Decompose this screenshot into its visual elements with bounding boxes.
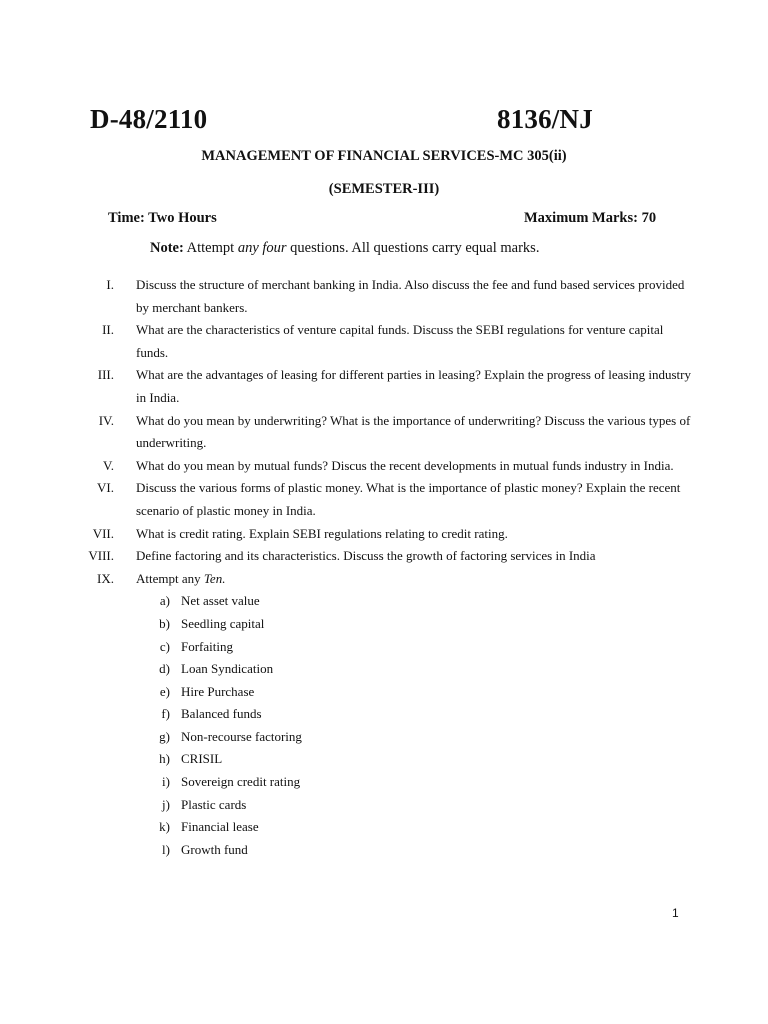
question-text: Discuss the structure of merchant banking in India. Also discuss the fee and fund based services provided by merchant bankers. — [136, 277, 685, 315]
sub-item-letter: j) — [162, 796, 170, 812]
sub-item-letter: d) — [159, 661, 170, 677]
sub-item — [0, 726, 768, 749]
page-number: 1 — [672, 906, 679, 920]
note-line — [150, 240, 539, 257]
sub-item — [0, 771, 768, 794]
sub-item — [0, 748, 768, 771]
sub-item — [0, 636, 768, 659]
question-item — [0, 410, 768, 455]
question-text — [136, 568, 692, 591]
sub-item-letter: a) — [159, 593, 170, 609]
question-item — [0, 523, 768, 546]
question-ix-emphasis: Ten. — [203, 570, 226, 586]
exam-code-right: 8136/NJ — [497, 104, 593, 134]
sub-item-text: Hire Purchase — [181, 683, 255, 699]
question-number: I. — [106, 277, 114, 292]
question-number: II. — [102, 322, 114, 338]
question-text: Define factoring and its characteristics. Discuss the growth of factoring services in India — [136, 548, 596, 564]
question-text: What are the advantages of leasing for different parties in leasing? Explain the progress of leasing industry in India. — [136, 367, 691, 405]
time-label: Time: Two Hours — [108, 210, 217, 226]
sub-item-text: Plastic cards — [181, 796, 247, 812]
sub-item — [0, 839, 768, 862]
sub-item-text: Financial lease — [181, 819, 259, 835]
sub-item-text: Forfaiting — [181, 638, 233, 654]
sub-item-list — [0, 590, 768, 861]
sub-item — [0, 613, 768, 636]
max-marks-label: Maximum Marks: 70 — [524, 210, 657, 226]
question-number: VI. — [97, 480, 114, 496]
note-text-after: questions. All questions carry equal marks. — [286, 240, 540, 256]
paper-title: MANAGEMENT OF FINANCIAL SERVICES-MC 305(ii) — [201, 148, 567, 164]
semester-label: (SEMESTER-III) — [328, 181, 440, 197]
question-text: What is credit rating. Explain SEBI regulations relating to credit rating. — [136, 525, 508, 541]
question-item — [0, 274, 768, 319]
sub-item-letter: f) — [161, 706, 170, 722]
sub-item-letter: b) — [159, 615, 170, 631]
question-text: What do you mean by mutual funds? Discus the recent developments in mutual funds industry in India. — [136, 457, 674, 473]
question-number: IX. — [97, 570, 114, 586]
question-item — [0, 319, 768, 364]
question-number: VIII. — [88, 548, 114, 564]
sub-item — [0, 590, 768, 613]
question-item — [0, 477, 768, 522]
sub-item-letter: h) — [159, 751, 170, 767]
question-number: IV. — [98, 412, 114, 428]
sub-item-text: Non-recourse factoring — [181, 728, 302, 744]
sub-item — [0, 658, 768, 681]
sub-item — [0, 703, 768, 726]
question-item — [0, 364, 768, 409]
sub-item — [0, 816, 768, 839]
question-item-ix — [0, 568, 768, 591]
note-emphasis: any four — [237, 240, 287, 256]
sub-item — [0, 681, 768, 704]
sub-item-letter: e) — [159, 683, 170, 699]
question-text: What are the characteristics of venture capital funds. Discuss the SEBI regulations for venture capital funds. — [136, 322, 664, 360]
question-number: VII. — [92, 525, 114, 541]
note-label: Note: — [150, 240, 184, 256]
sub-item-text: Net asset value — [181, 593, 260, 609]
sub-item-letter: l) — [162, 841, 170, 857]
sub-item-text: Seedling capital — [181, 615, 265, 631]
question-text: What do you mean by underwriting? What is the importance of underwriting? Discuss the various types of underwriting. — [136, 412, 691, 451]
sub-item-letter: k) — [159, 819, 170, 835]
sub-item-text: CRISIL — [181, 751, 223, 767]
sub-item-letter: c) — [159, 638, 170, 654]
note-text-before: Attempt — [183, 240, 238, 256]
sub-item-letter: g) — [159, 728, 170, 744]
question-text: Discuss the various forms of plastic money. What is the importance of plastic money? Explain the recent scenario of plastic money in India. — [136, 480, 681, 518]
question-list — [0, 274, 768, 861]
sub-item-text: Growth fund — [181, 841, 248, 857]
sub-item — [0, 794, 768, 817]
question-ix-text: Attempt any — [136, 570, 204, 586]
question-item — [0, 545, 768, 568]
sub-item-text: Sovereign credit rating — [181, 774, 301, 790]
exam-code-left: D-48/2110 — [90, 104, 208, 134]
question-item — [0, 455, 768, 478]
sub-item-letter: i) — [162, 774, 170, 790]
sub-item-text: Loan Syndication — [181, 661, 274, 677]
question-number: III. — [97, 367, 114, 383]
question-number: V. — [103, 457, 114, 473]
sub-item-text: Balanced funds — [181, 706, 262, 722]
